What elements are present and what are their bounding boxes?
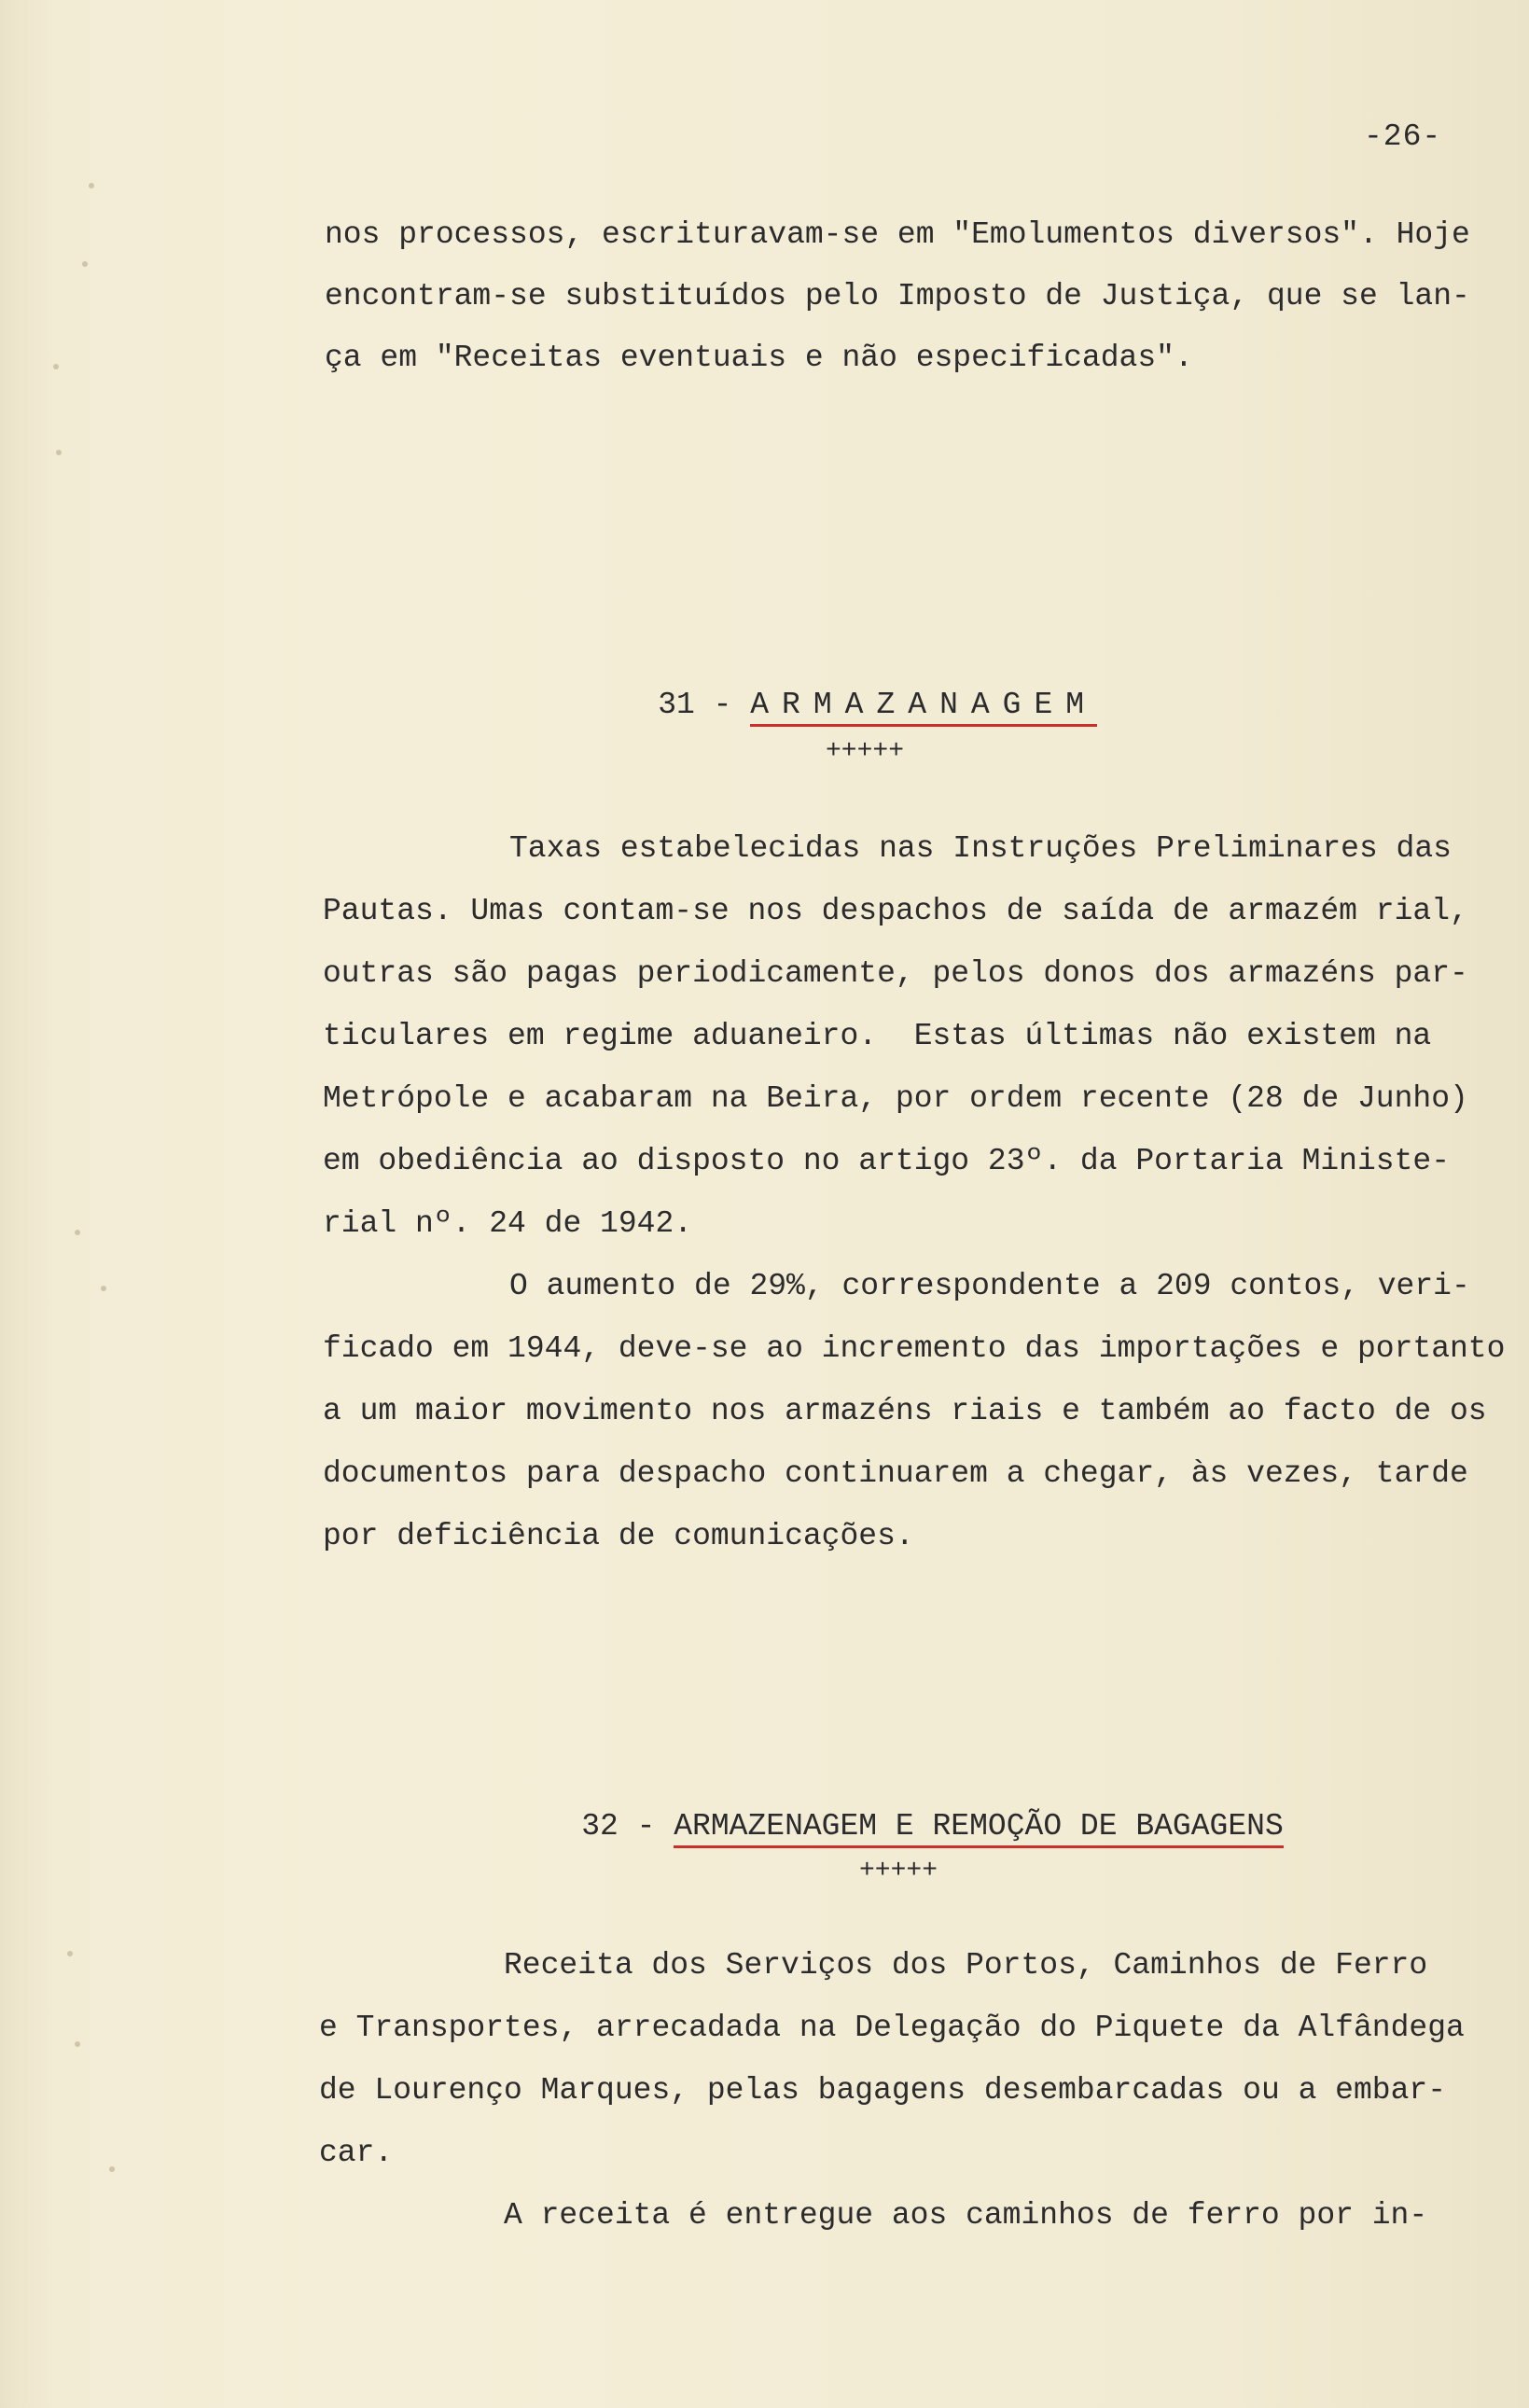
punch-hole [89,183,94,188]
s31-p1-line: rial nº. 24 de 1942. [323,1206,693,1241]
intro-line: ça em "Receitas eventuais e não especificadas". [325,341,1193,375]
section-32-number: 32 - [581,1809,674,1844]
intro-line: encontram-se substituídos pelo Imposto de Justiça, que se lan- [325,279,1470,313]
punch-hole [56,450,62,455]
s31-p1-line: ticulares em regime aduaneiro. Estas últimas não existem na [323,1019,1432,1053]
s32-p1-line: e Transportes, arrecadada na Delegação do Piquete da Alfândega [319,2011,1465,2045]
s31-p1-line: Taxas estabelecidas nas Instruções Preliminares das [509,831,1452,866]
s31-p1-line: Pautas. Umas contam-se nos despachos de saída de armazém rial, [323,894,1468,928]
section-32-title: ARMAZENAGEM E REMOÇÃO DE BAGAGENS [674,1809,1284,1848]
s31-p1-line: Metrópole e acabaram na Beira, por ordem recente (28 de Junho) [323,1081,1468,1116]
s31-p2-line: documentos para despacho continuarem a chegar, às vezes, tarde [323,1456,1468,1491]
punch-hole [82,261,88,267]
section-31-separator: +++++ [826,737,905,766]
s31-p1-line: em obediência ao disposto no artigo 23º. da Portaria Ministe- [323,1144,1450,1178]
s31-p1-line: outras são pagas periodicamente, pelos donos dos armazéns par- [323,956,1468,991]
punch-hole [75,1230,80,1235]
s32-p1-line: car. [319,2136,394,2170]
intro-line: nos processos, escrituravam-se em "Emolumentos diversos". Hoje [325,217,1470,252]
page-number: -26- [1364,119,1442,154]
punch-hole [67,1951,73,1956]
section-32-separator: +++++ [859,1857,938,1886]
section-31-title: ARMAZANAGEM [750,688,1097,727]
s31-p2-line: por deficiência de comunicações. [323,1519,914,1553]
punch-hole [53,364,59,369]
punch-hole [101,1286,106,1291]
s32-p2-line: A receita é entregue aos caminhos de ferro por in- [504,2198,1428,2233]
section-31-number: 31 - [658,688,751,722]
s32-p1-line: de Lourenço Marques, pelas bagagens desembarcadas ou a embar- [319,2073,1446,2108]
s31-p2-line: O aumento de 29%, correspondente a 209 contos, veri- [509,1269,1470,1303]
s32-p1-line: Receita dos Serviços dos Portos, Caminhos de Ferro [504,1948,1428,1983]
s31-p2-line: a um maior movimento nos armazéns riais e também ao facto de os [323,1394,1487,1428]
s31-p2-line: ficado em 1944, deve-se ao incremento das importações e portanto [323,1331,1506,1366]
punch-hole [109,2166,115,2172]
punch-hole [75,2041,80,2047]
